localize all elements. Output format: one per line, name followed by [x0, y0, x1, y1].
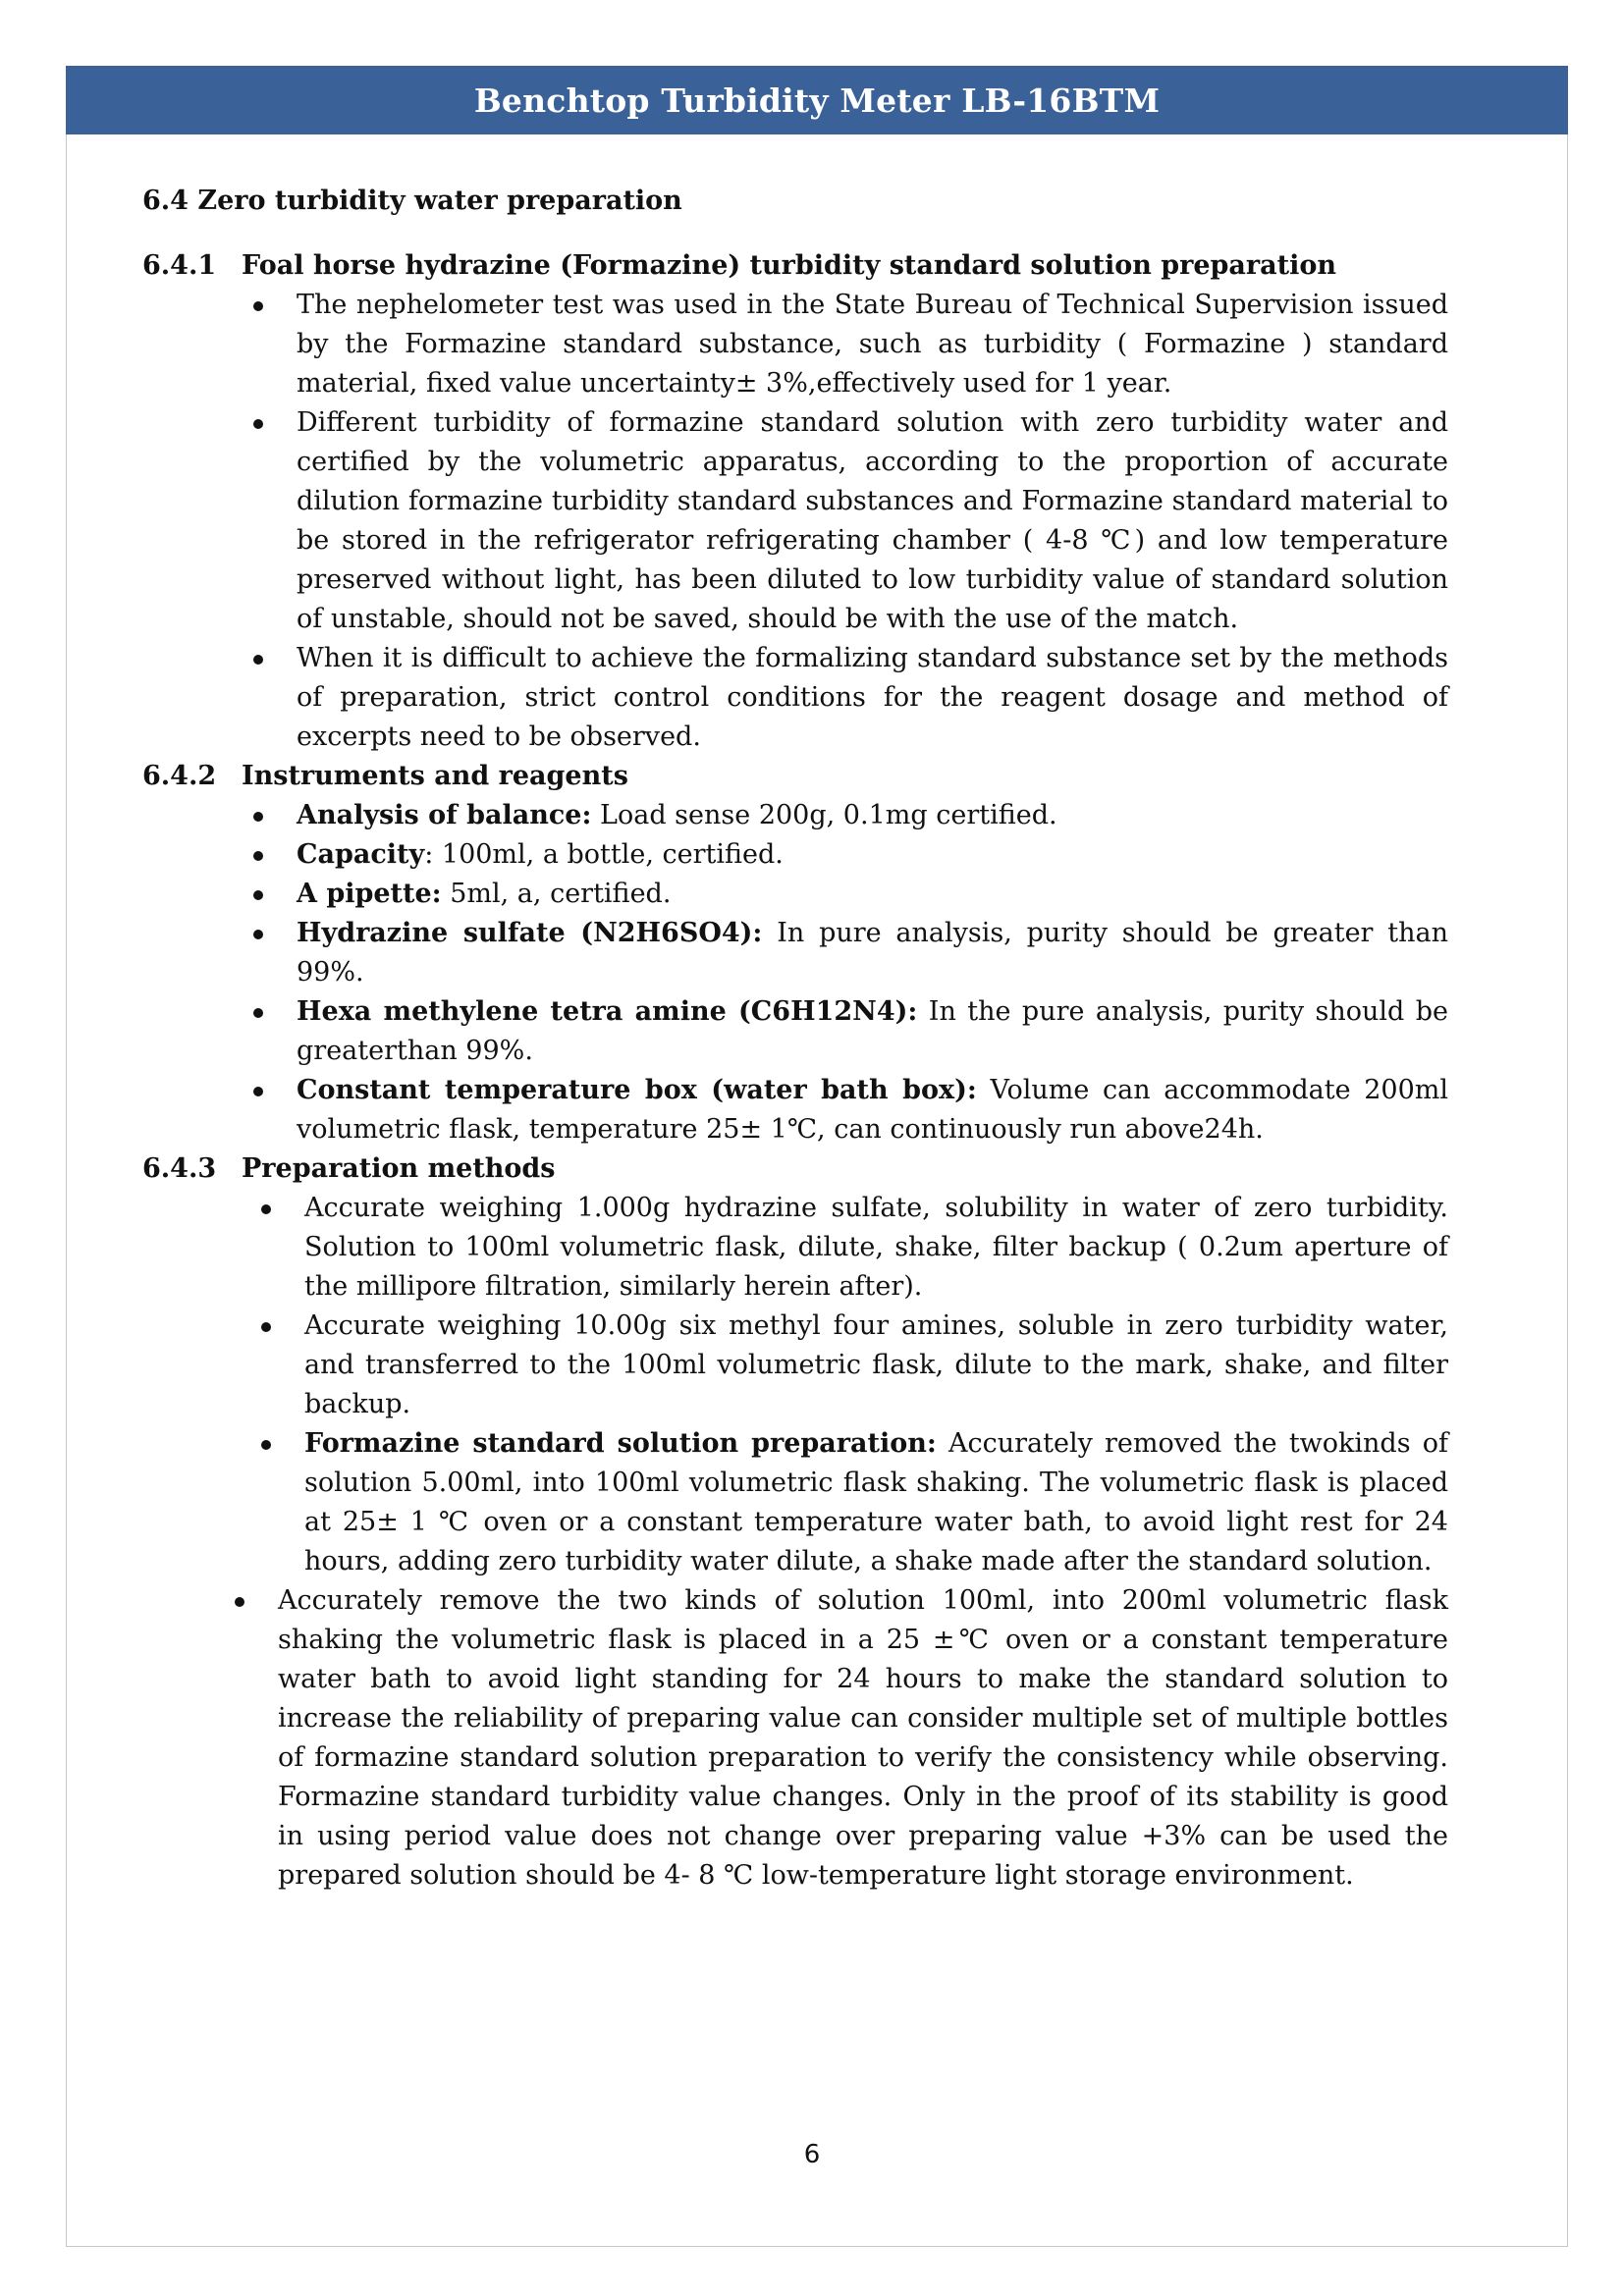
list-item-text: In the pure analysis, purity should be greaterthan 99%. — [297, 996, 1449, 1066]
page-number: 6 — [803, 2140, 821, 2169]
bullet-list-6-4-2 — [142, 796, 1448, 1149]
list-item-text: Different turbidity of formazine standard solution with zero turbidity water and certified by the volumetric apparatus, according to the proportion of accurate dilution formazine turbidity standard substances and Formazine standard material to be stored in the refrigerator refrigerating chamber ( 4-8 ℃) and low temperature preserved without light, has been diluted to low turbidity value of standard solution of unstable, should not be saved, should be with the use of the match. — [297, 407, 1448, 634]
document-title: Benchtop Turbidity Meter LB-16BTM — [473, 80, 1161, 120]
subsection-heading-6-4-1 — [142, 246, 1448, 286]
list-item-text: Volume can accommodate 200ml volumetric flask, temperature 25± 1℃, can continuously run above24h. — [297, 1075, 1448, 1145]
bullet-icon — [261, 1440, 271, 1450]
bullet-icon — [253, 419, 263, 429]
list-item — [247, 796, 1448, 835]
bullet-list-6-4-3-extra — [142, 1581, 1448, 1896]
list-item-text: Accurately removed the twokinds of solution 5.00ml, into 100ml volumetric flask shaking. The volumetric flask is placed at 25± 1 ℃ oven or a constant temperature water bath, to avoid light rest for 24 hours, adding zero turbidity water dilute, a shake made after the standard solution. — [304, 1428, 1448, 1576]
bullet-icon — [253, 890, 263, 900]
list-item-label: A pipette: — [297, 879, 442, 909]
list-item-text: When it is difficult to achieve the formalizing standard substance set by the methods of preparation, strict control conditions for the reagent dosage and method of excerpts need to be observed. — [297, 643, 1448, 752]
list-item — [247, 403, 1448, 639]
list-item-label: Hydrazine sulfate (N2H6SO4): — [297, 918, 763, 948]
list-item-text: 5ml, a, certified. — [441, 879, 672, 909]
list-item-label: Capacity — [297, 839, 425, 870]
list-item-label: Hexa methylene tetra amine (C6H12N4): — [297, 996, 918, 1027]
subsection-number: 6.4.3 — [142, 1153, 217, 1184]
bullet-icon — [235, 1597, 244, 1607]
bullet-icon — [253, 812, 263, 822]
list-item — [247, 286, 1448, 403]
bullet-list-6-4-1 — [142, 286, 1448, 757]
bullet-list-6-4-3 — [142, 1189, 1448, 1581]
list-item-text: In pure analysis, purity should be greater than 99%. — [297, 918, 1448, 988]
list-item — [247, 1071, 1448, 1149]
list-item — [247, 914, 1448, 992]
page-content — [142, 182, 1448, 1896]
bullet-icon — [253, 1087, 263, 1096]
list-item-text: The nephelometer test was used in the State Bureau of Technical Supervision issued by the Formazine standard substance, such as turbidity ( Formazine ) standard material, fixed value uncertainty± 3%,effectively used for 1 year. — [297, 290, 1448, 399]
list-item — [229, 1581, 1448, 1896]
list-item-text: Accurate weighing 1.000g hydrazine sulfate, solubility in water of zero turbidity. Solution to 100ml volumetric flask, dilute, shake, filter backup ( 0.2um aperture of the millipore filtration, similarly herein after). — [304, 1193, 1448, 1302]
section-title: 6.4 Zero turbidity water preparation — [142, 186, 682, 216]
header-bar — [66, 66, 1568, 134]
subsection-heading-6-4-2 — [142, 757, 1448, 796]
bullet-icon — [261, 1322, 271, 1332]
list-item — [247, 875, 1448, 914]
subsection-title: Foal horse hydrazine (Formazine) turbidity standard solution preparation — [242, 250, 1336, 281]
list-item — [255, 1189, 1448, 1307]
bullet-icon — [253, 1008, 263, 1018]
list-item — [255, 1424, 1448, 1581]
list-item-text: Load sense 200g, 0.1mg certified. — [591, 800, 1057, 830]
subsection-title: Instruments and reagents — [242, 761, 628, 791]
list-item-label: Analysis of balance: — [297, 800, 592, 830]
list-item-text: : 100ml, a bottle, certified. — [424, 839, 784, 870]
subsection-number: 6.4.1 — [142, 250, 217, 281]
list-item-label: Formazine standard solution preparation: — [304, 1428, 937, 1459]
bullet-icon — [253, 851, 263, 861]
subsection-heading-6-4-3 — [142, 1149, 1448, 1189]
list-item — [247, 992, 1448, 1071]
bullet-icon — [253, 930, 263, 939]
subsection-number: 6.4.2 — [142, 761, 217, 791]
list-item-text: Accurately remove the two kinds of solution 100ml, into 200ml volumetric flask shaking the volumetric flask is placed in a 25 ±℃ oven or a constant temperature water bath to avoid light standing for 24 hours to make the standard solution to increase the reliability of preparing value can consider multiple set of multiple bottles of formazine standard solution preparation to verify the consistency while observing. Formazine standard turbidity value changes. Only in the proof of its stability is good in using period value does not change over preparing value +3% can be used the prepared solution should be 4- 8 ℃ low-temperature light storage environment. — [278, 1585, 1448, 1891]
list-item-label: Constant temperature box (water bath box): — [297, 1075, 977, 1105]
bullet-icon — [253, 655, 263, 665]
list-item — [247, 835, 1448, 875]
list-item — [255, 1307, 1448, 1424]
subsection-title: Preparation methods — [242, 1153, 556, 1184]
bullet-icon — [261, 1204, 271, 1214]
list-item — [247, 639, 1448, 757]
bullet-icon — [253, 301, 263, 311]
list-item-text: Accurate weighing 10.00g six methyl four amines, soluble in zero turbidity water, and transferred to the 100ml volumetric flask, dilute to the mark, shake, and filter backup. — [304, 1310, 1448, 1419]
